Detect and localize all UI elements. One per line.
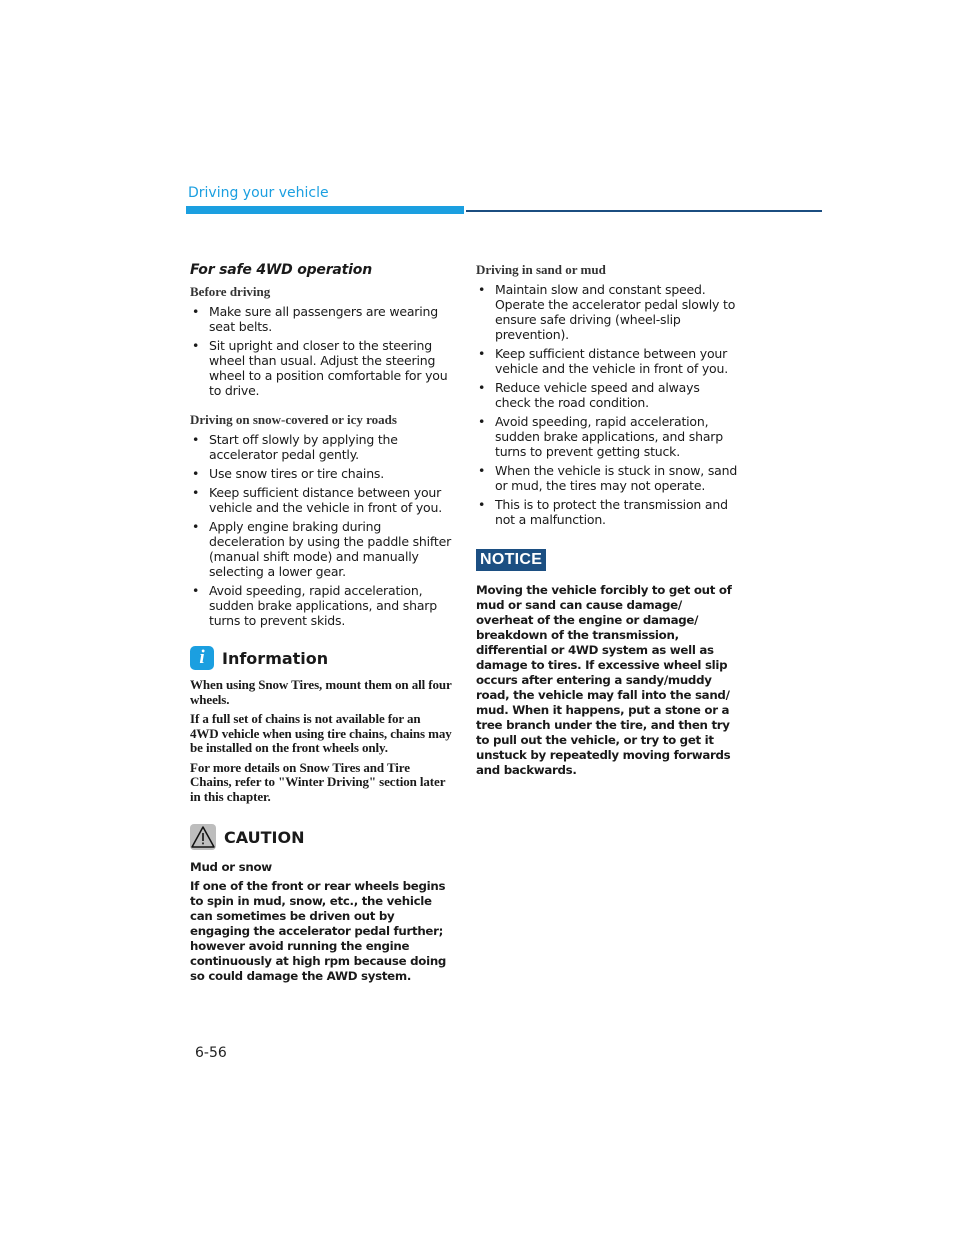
- section-title: For safe 4WD operation: [190, 262, 372, 278]
- before-driving-heading: Before driving: [190, 284, 271, 299]
- snow-driving-list: [190, 432, 452, 628]
- list-item: • Keep sufficient distance between your vehicle and the vehicle in front of you.: [190, 485, 452, 515]
- information-paragraph: If a full set of chains is not available for an 4WD vehicle when using tire chains, chains may be installed on the front wheels only.: [190, 711, 452, 755]
- notice-body: Moving the vehicle forcibly to get out of mud or sand can cause damage/ overheat of the engine or damage/ breakdown of the transmission, differential or 4WD system as well as damage to tires. If excessive wheel slip occurs after entering a sandy/muddy road, the vehicle may fall into the sand/ mud. When it happens, put a stone or a tree branch under the tire, and then try to pull out the vehicle, or try to get it unstuck by repeatedly moving forwards and backwards.: [476, 583, 732, 777]
- list-item: • Use snow tires or tire chains.: [190, 466, 452, 481]
- info-icon: i: [190, 646, 214, 670]
- caution-title: CAUTION: [224, 827, 305, 847]
- caution-body: If one of the front or rear wheels begins to spin in mud, snow, etc., the vehicle can sometimes be driven out by engaging the accelerator pedal further; however avoid running the engine continuously at high rpm because doing so could damage the AWD system.: [190, 879, 447, 983]
- information-paragraph: For more details on Snow Tires and Tire Chains, refer to "Winter Driving" section later in this chapter.: [190, 759, 446, 804]
- header-rule: [466, 210, 822, 212]
- list-item: • Apply engine braking during deceleration by using the paddle shifter (manual shift mode) and manually selecting a lower gear.: [190, 519, 452, 579]
- list-item: • Keep sufficient distance between your vehicle and the vehicle in front of you.: [476, 346, 738, 376]
- snow-driving-heading: Driving on snow-covered or icy roads: [190, 412, 397, 427]
- before-driving-list: [190, 304, 452, 398]
- information-title: Information: [222, 648, 329, 668]
- list-item: • Make sure all passengers are wearing seat belts.: [190, 304, 452, 334]
- header-accent-bar: [186, 206, 464, 214]
- list-item: • Maintain slow and constant speed. Operate the accelerator pedal slowly to ensure safe driving (wheel-slip prevention).: [476, 282, 738, 342]
- list-item: • When the vehicle is stuck in snow, sand or mud, the tires may not operate.: [476, 463, 738, 493]
- notice-badge: NOTICE: [476, 549, 546, 571]
- warning-triangle-icon: [190, 824, 216, 850]
- chapter-title: Driving your vehicle: [188, 185, 329, 201]
- list-item: • Start off slowly by applying the accelerator pedal gently.: [190, 432, 452, 462]
- list-item: • Sit upright and closer to the steering wheel than usual. Adjust the steering wheel to a position comfortable for you to drive.: [190, 338, 452, 398]
- right-column: [476, 262, 738, 782]
- caution-subtitle: Mud or snow: [190, 860, 272, 874]
- sand-driving-heading: Driving in sand or mud: [476, 262, 606, 277]
- caution-header: [190, 824, 452, 850]
- list-item: • This is to protect the transmission and not a malfunction.: [476, 497, 738, 527]
- sand-driving-list: [476, 282, 738, 527]
- left-column: [190, 262, 452, 988]
- list-item: • Avoid speeding, rapid acceleration, sudden brake applications, and sharp turns to prevent skids.: [190, 583, 452, 628]
- list-item: • Avoid speeding, rapid acceleration, sudden brake applications, and sharp turns to prevent getting stuck.: [476, 414, 738, 459]
- page-number: 6-56: [195, 1045, 227, 1061]
- list-item: • Reduce vehicle speed and always check the road condition.: [476, 380, 738, 410]
- information-paragraph: When using Snow Tires, mount them on all four wheels.: [190, 677, 452, 707]
- information-header: [190, 646, 452, 670]
